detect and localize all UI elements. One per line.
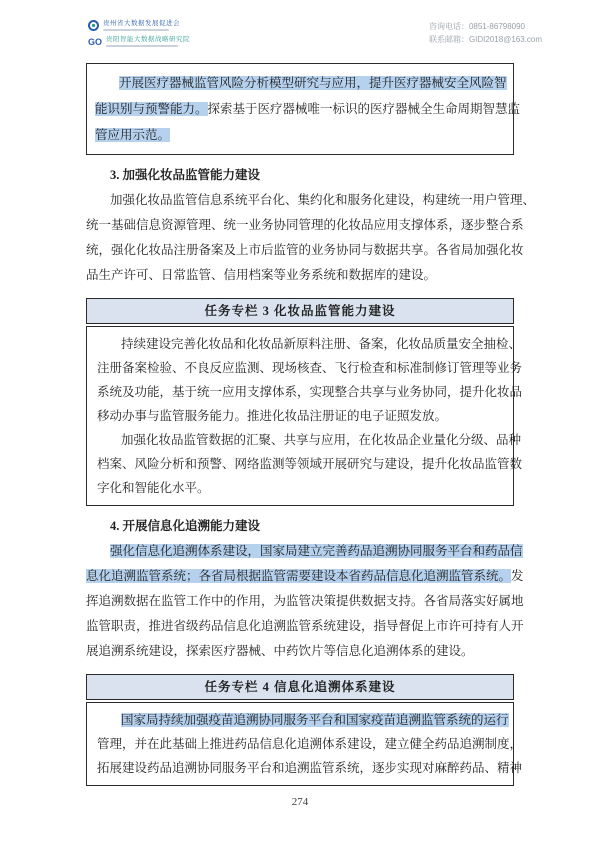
section-4-paragraph	[86, 539, 524, 664]
text-segment: 监管职责，推进省级药品信息化追溯监管系统建设，指导督促上市许可持有人开	[86, 619, 524, 633]
highlighted-text: 管应用示范。	[95, 128, 171, 142]
text-line	[97, 756, 523, 780]
text-line	[97, 476, 503, 500]
text-segment: 加强化妆品监管信息系统平台化、集约化和服务化建设，构建统一用户管理、	[110, 193, 536, 207]
section-3-paragraph	[86, 188, 536, 288]
highlighted-text: 开展医疗器械监管风险分析模型研究与应用，提升医疗器械安全风险智	[119, 76, 507, 90]
text-segment: 品生产许可、日常监管、信用档案等业务系统和数据库的建设。	[86, 268, 437, 282]
text-line	[97, 356, 523, 380]
highlighted-text: 强化信息化追溯体系建设，国家局建立完善药品追溯协同服务平台和药品信	[110, 544, 523, 558]
text-segment: 持续建设完善化妆品和化妆品新原料注册、备案，化妆品质量安全抽检、	[121, 337, 522, 351]
task-panel-4-body	[86, 702, 523, 786]
contact-phone-value: 0851-86798090	[468, 22, 526, 31]
association-logo-subtitle	[103, 29, 169, 31]
text-line	[97, 380, 523, 404]
text-segment: 管理，并在此基础上推进药品信息化追溯体系建设，建立健全药品追溯制度，	[97, 737, 523, 751]
text-segment: 统，强化化妆品注册备案及上市后监管的业务协同与数据共享。各省局加强化妆	[86, 243, 524, 257]
text-segment: 探索基于医疗器械唯一标识的医疗器械全生命周期智慧监	[207, 102, 521, 116]
text-segment: 统一基础信息资源管理、统一业务协同管理的化妆品应用支撑体系，逐步整合系	[86, 218, 524, 232]
text-line	[86, 539, 523, 564]
text-line	[97, 332, 522, 356]
section-heading-4: 4. 开展信息化追溯能力建设	[110, 519, 261, 533]
text-line	[95, 122, 505, 148]
text-segment: 展追溯系统建设，探索医疗器械、中药饮片等信息化追溯体系的建设。	[86, 644, 474, 658]
text-line	[86, 263, 514, 288]
text-line	[86, 639, 514, 664]
text-line	[97, 708, 509, 732]
text-segment: 拓展建设药品追溯协同服务平台和追溯监管系统，逐步实现对麻醉药品、精神	[97, 761, 523, 775]
text-line	[97, 452, 523, 476]
logo-association	[88, 20, 190, 31]
text-segment: 注册备案检验、不良反应监测、现场核查、飞行检查和标准制修订管理等业务	[97, 361, 523, 375]
contact-email	[429, 33, 542, 46]
text-line	[86, 238, 524, 263]
association-logo-icon	[88, 20, 99, 31]
text-line	[86, 589, 524, 614]
text-line	[86, 213, 524, 238]
highlight-box-medical-device	[86, 63, 521, 155]
text-segment: 系统及功能，基于统一应用支撑体系，实现整合共享与业务协同，提升化妆品	[97, 385, 523, 399]
text-line	[97, 404, 503, 428]
logo-institute	[88, 36, 190, 47]
text-segment: 挥追溯数据在监管工作中的作用，为监管决策提供数据支持。各省局落实好属地	[86, 594, 524, 608]
logo-group	[88, 20, 190, 47]
text-line	[86, 188, 536, 213]
highlighted-text: 能识别与预警能力。	[95, 102, 208, 116]
text-segment: 发	[511, 569, 524, 583]
contact-phone-label: 咨询电话：	[428, 22, 469, 31]
document-content	[86, 63, 536, 808]
task-panel-4-title: 任务专栏 4 信息化追溯体系建设	[86, 674, 514, 700]
contact-phone	[429, 20, 542, 33]
institute-logo-mark: GO	[88, 36, 103, 47]
institute-logo-subtitle	[106, 45, 178, 47]
contact-email-label: 联系邮箱：	[428, 35, 469, 44]
text-segment: 移动办事与监管服务能力。推进化妆品注册证的电子证照发放。	[97, 409, 448, 423]
institute-logo-name: 贵阳智能大数据战略研究院	[106, 36, 191, 43]
task-panel-4	[86, 674, 523, 786]
task-panel-3-body	[86, 326, 523, 506]
text-line	[95, 70, 505, 96]
association-logo-text	[103, 20, 180, 31]
association-logo-name: 贵州省大数据发展促进会	[103, 20, 180, 27]
institute-logo-icon	[88, 37, 102, 47]
section-heading-3: 3. 加强化妆品监管能力建设	[110, 168, 261, 182]
institute-logo-text	[106, 36, 190, 47]
highlighted-text: 息化追溯监管系统；各省局根据监管需要建设本省药品信息化追溯监管系统。	[86, 569, 512, 583]
task-panel-3-title: 任务专栏 3 化妆品监管能力建设	[86, 298, 514, 324]
task-panel-3	[86, 298, 523, 506]
text-segment: 档案、风险分析和预警、网络监测等领域开展研究与建设，提升化妆品监管数	[97, 457, 523, 471]
text-line	[86, 614, 524, 639]
page-number: 274	[291, 796, 309, 808]
page-header	[0, 0, 600, 47]
text-segment: 加强化妆品监管数据的汇聚、共享与应用，在化妆品企业量化分级、品种	[121, 433, 522, 447]
text-line	[97, 732, 523, 756]
contact-email-value: GIDI2018@163.com	[468, 35, 542, 44]
text-line	[97, 428, 522, 452]
text-line	[95, 96, 521, 122]
highlighted-text: 国家局持续加强疫苗追溯协同服务平台和国家疫苗追溯监管系统的运行	[121, 713, 509, 727]
text-segment: 字化和智能化水平。	[97, 481, 210, 495]
text-line	[86, 564, 524, 589]
contact-info	[429, 20, 542, 46]
